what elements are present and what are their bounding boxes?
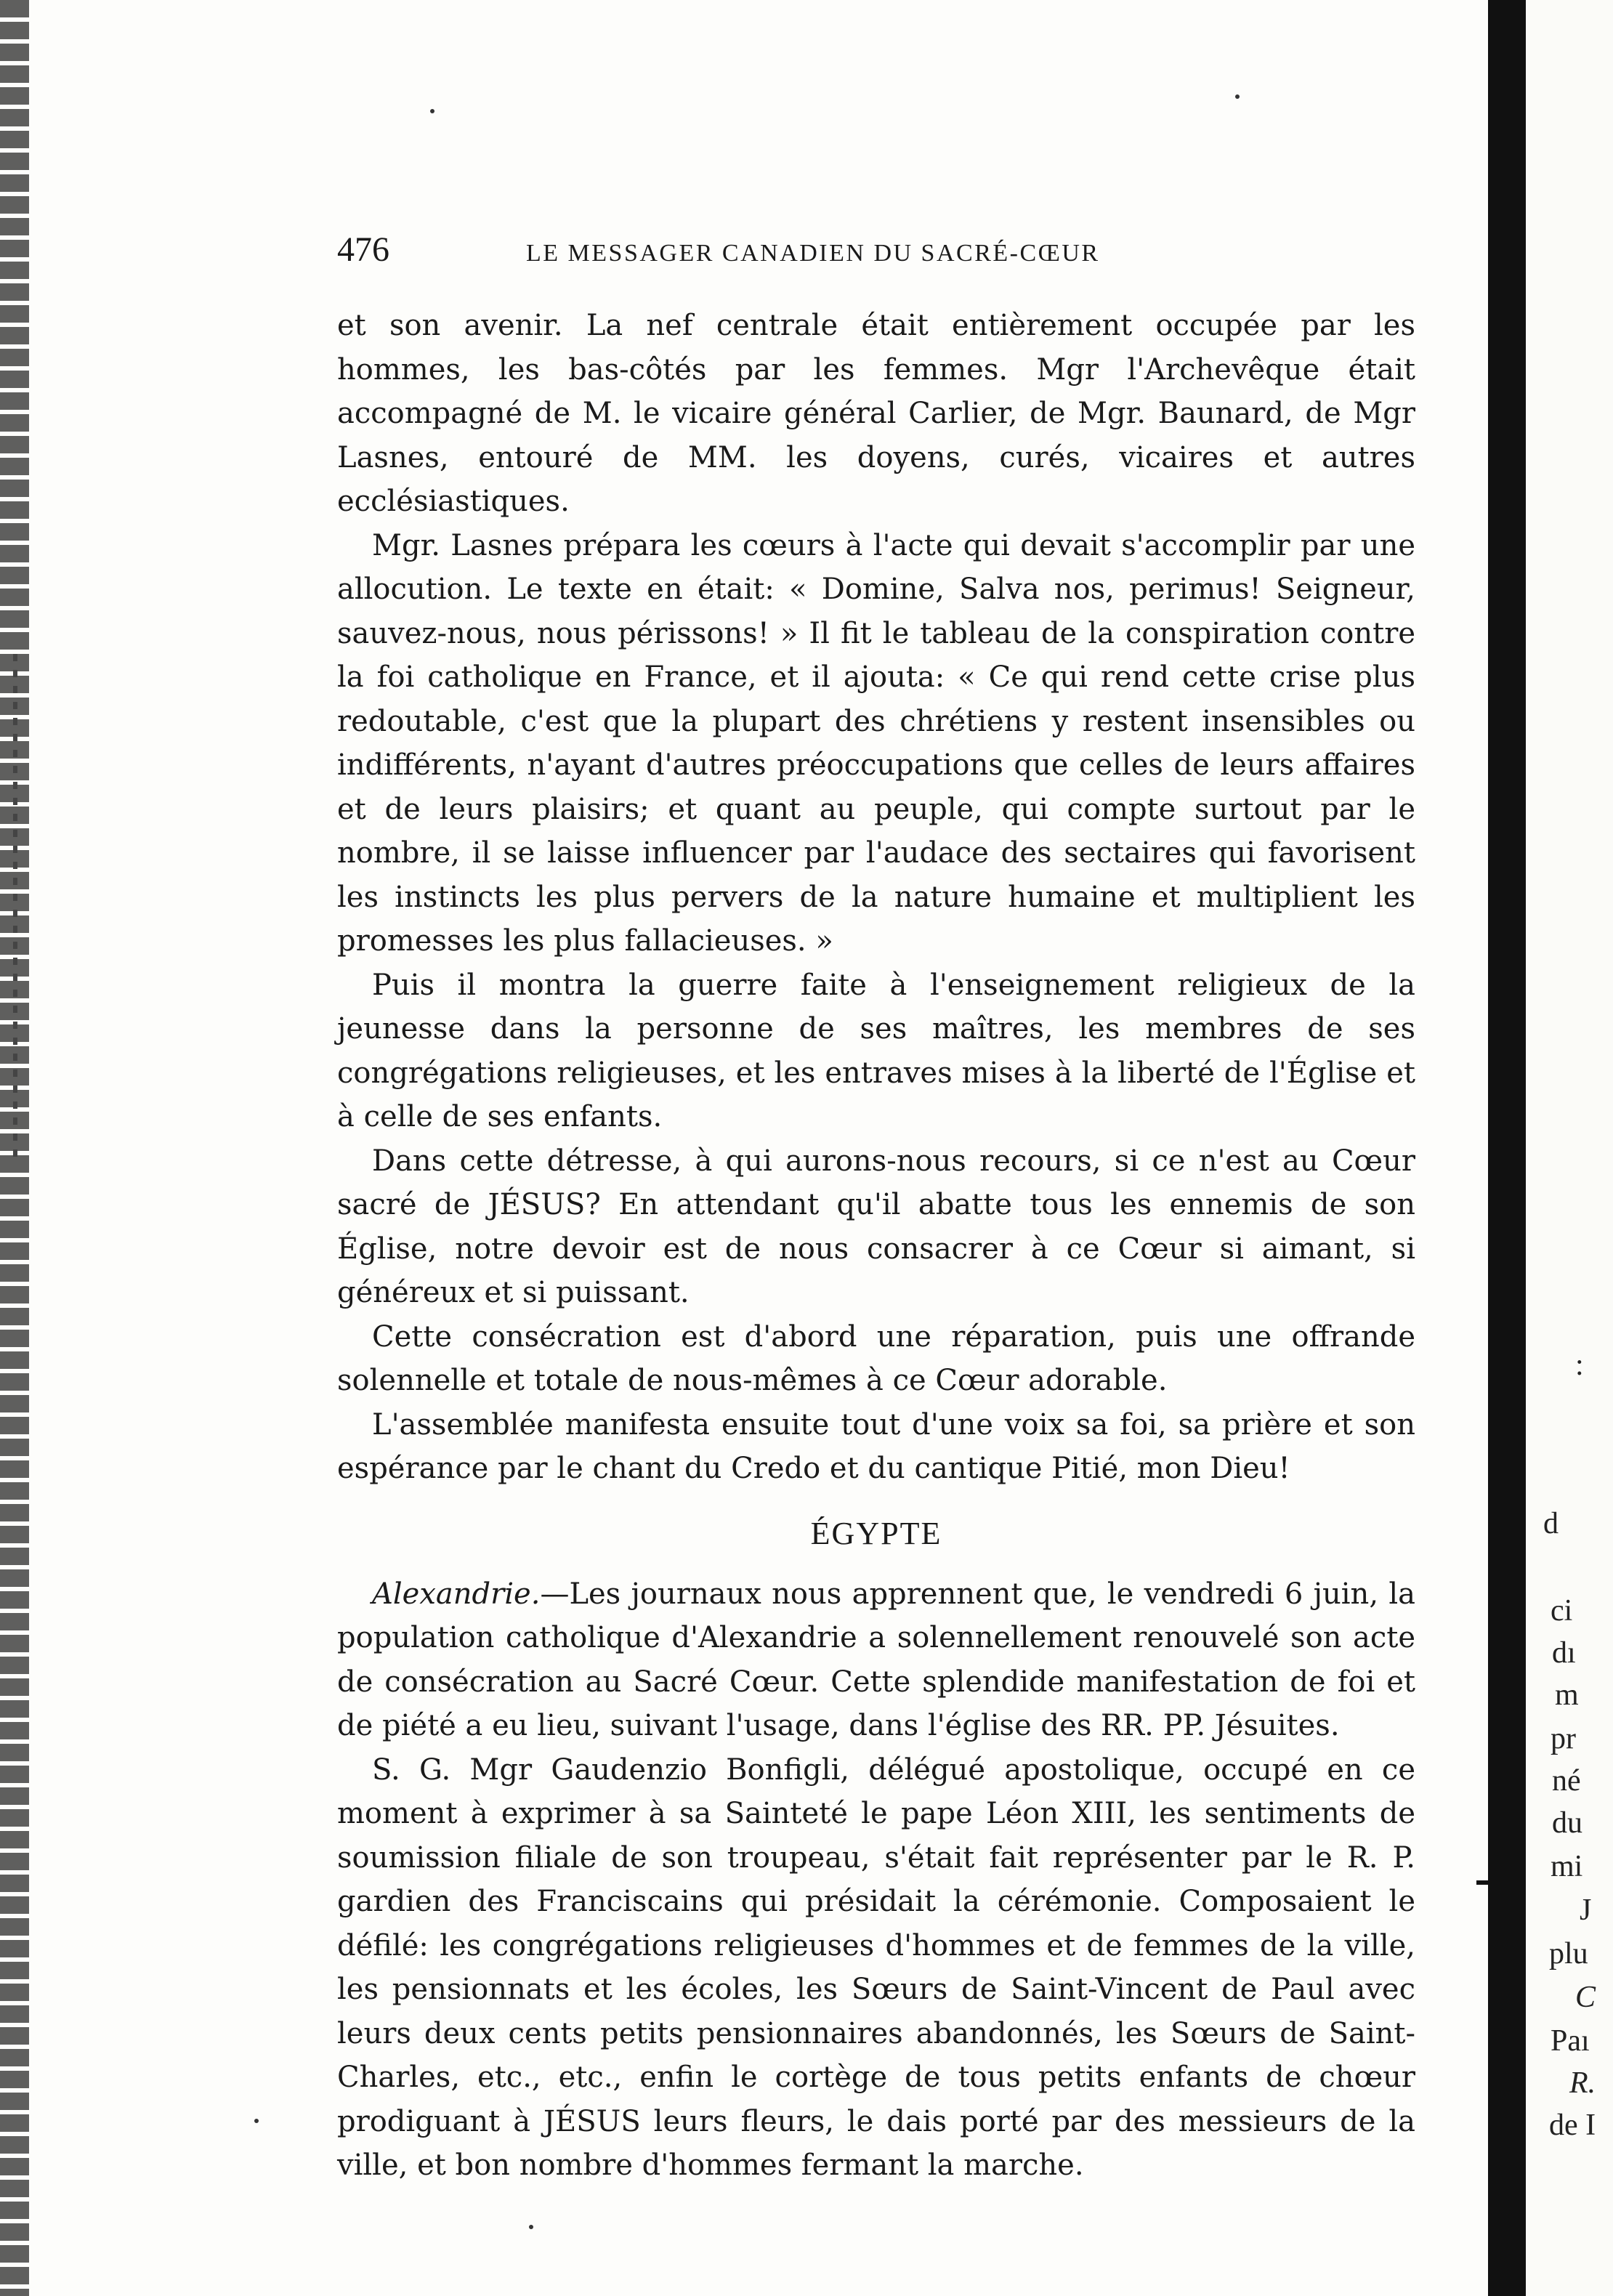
paragraph: L'assemblée manifesta ensuite tout d'une voix sa foi, sa prière et son espérance par le chant du Credo et du cantique Pitié, mon Dieu! [337, 1407, 1415, 1485]
adjacent-fragment: de I [1549, 2109, 1596, 2142]
paragraph: Puis il montra la guerre faite à l'enseignement religieux de la jeunesse dans la personne de ses maîtres, les membres de ses congrégations religieuses, et les entraves mises à la liberté de l'Église et à celle de ses enfants. [337, 968, 1415, 1133]
adjacent-fragment: d [1543, 1507, 1559, 1540]
adjacent-fragment: du [1552, 1806, 1582, 1840]
page-header: LE MESSAGER CANADIEN DU SACRÉ-CŒUR [526, 240, 1100, 267]
paragraph-text: —Les journaux nous apprennent que, le vendredi 6 juin, la population catholique d'Alexandrie a solennellement renouvelé son acte de consécration au Sacré Cœur. Cette splendide manifestation de foi et de piété a eu lieu, suivant l'usage, dans l'église des RR. PP. Jésuites. [337, 1577, 1415, 1742]
section-title: ÉGYPTE [810, 1515, 942, 1551]
paragraph [337, 1572, 1415, 1748]
adjacent-fragment: J [1580, 1893, 1592, 1927]
page-number: 476 [337, 230, 389, 269]
adjacent-fragment: plu [1549, 1937, 1588, 1970]
adjacent-fragment: mi [1551, 1850, 1583, 1883]
adjacent-fragment: R. [1569, 2066, 1596, 2100]
adjacent-fragment: dı [1552, 1636, 1576, 1670]
scan-left-edge-marks [13, 654, 17, 1163]
paragraph: et son avenir. La nef centrale était entièrement occupée par les hommes, les bas-côtés par les femmes. Mgr l'Archevêque était accompagné de M. le vicaire général Carlier, de Mgr. Baunard, de Mgr Lasnes, entouré de MM. les doyens, curés, vicaires et autres ecclésiastiques. [337, 309, 1415, 518]
scan-speck [254, 2119, 259, 2123]
paragraph: Cette consécration est d'abord une réparation, puis une offrande solennelle et totale de nous-mêmes à ce Cœur adorable. [337, 1319, 1415, 1397]
place-name: Alexandrie. [372, 1577, 541, 1611]
gutter-shadow [1488, 0, 1526, 2296]
scan-speck [1235, 94, 1240, 99]
paragraph: S. G. Mgr Gaudenzio Bonfigli, délégué apostolique, occupé en ce moment à exprimer à sa Sainteté le pape Léon XIII, les sentiments de soumission filiale de son troupeau, s'était fait représenter par le R. P. gardien des Franciscains qui présidait la cérémonie. Composaient le défilé: les congrégations religieuses d'hommes et de femmes de la ville, les pensionnats et les écoles, les Sœurs de Saint-Vincent de Paul avec leurs deux cents petits pensionnaires abandonnés, les Sœurs de Saint-Charles, etc., etc., enfin le cortège de tous petits enfants de chœur prodiguant à JÉSUS leurs fleurs, le dais porté par des messieurs de la ville, et bon nombre d'hommes fermant la marche. [337, 1753, 1415, 2182]
adjacent-fragment: ci [1551, 1594, 1573, 1628]
adjacent-fragment: Paı [1551, 2024, 1590, 2058]
adjacent-fragment: C [1575, 1981, 1596, 2014]
running-head [337, 230, 1267, 273]
adjacent-fragment: : [1575, 1349, 1584, 1382]
adjacent-fragment: m [1555, 1678, 1579, 1712]
scan-speck [430, 109, 434, 113]
adjacent-fragment: pr [1551, 1722, 1576, 1755]
paragraph: Mgr. Lasnes prépara les cœurs à l'acte qui devait s'accomplir par une allocution. Le texte en était: « Domine, Salva nos, perimus! Seigneur, sauvez-nous, nous périssons! » Il fit le tableau de la conspiration contre la foi catholique en France, et il ajouta: « Ce qui rend cette crise plus redoutable, c'est que la plupart des chrétiens y restent insensibles ou indifférents, n'ayant d'autres préoccupations que celles de leurs affaires et de leurs plaisirs; et quant au peuple, qui compte surtout par le nombre, il se laisse influencer par l'audace des sectaires qui favorisent les instincts les plus pervers de la nature humaine et multiplient les promesses les plus fallacieuses. » [337, 528, 1415, 958]
body-text [337, 304, 1415, 2188]
scan-speck [529, 2225, 533, 2229]
adjacent-fragment: né [1552, 1764, 1581, 1798]
gutter-notch [1476, 1880, 1491, 1885]
paragraph: Dans cette détresse, à qui aurons-nous recours, si ce n'est au Cœur sacré de JÉSUS? En attendant qu'il abatte tous les ennemis de son Église, notre devoir est de nous consacrer à ce Cœur si aimant, si généreux et si puissant. [337, 1144, 1415, 1309]
